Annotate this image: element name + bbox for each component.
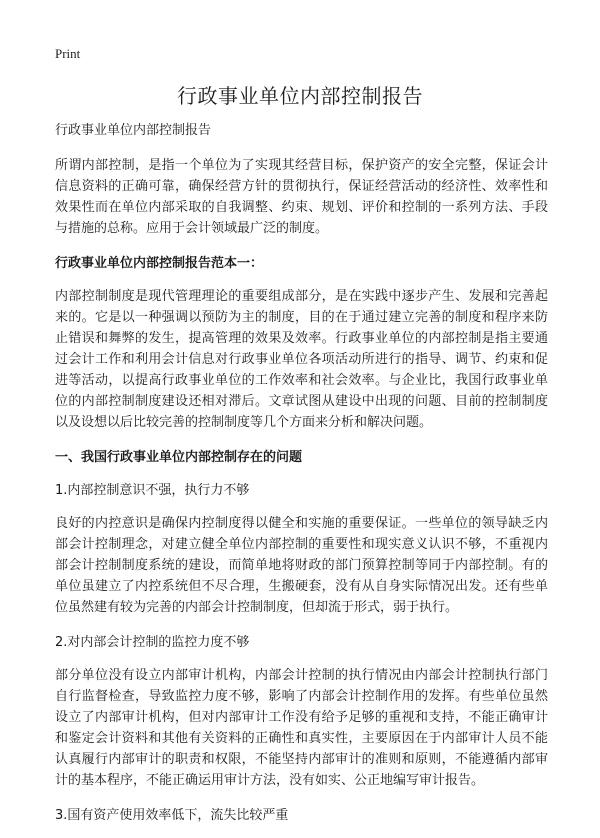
section-1-heading: 一、我国行政事业单位内部控制存在的问题 [55,450,303,465]
document-subtitle: 行政事业单位内部控制报告 [55,123,212,138]
sample-heading: 行政事业单位内部控制报告范本一： [55,256,264,271]
print-link[interactable]: Print [55,46,81,61]
item-2-paragraph: 部分单位没有设立内部审计机构，内部会计控制的执行情况由内部会计控制执行部门自行监督检查，导致监控力度不够，影响了内部会计控制作用的发挥。有些单位虽然设立了内部审计机构，但对内部审计工作没有给予足够的重视和支持，不能正确审计和鉴定会计资料和其他有关资料的正确性和真实性，主要原因在于内部审计人员不能认真履行内部审计的职责和权限，不能坚持内部审计的准则和原则，不能遵循内部审计的基本程序，不能正确运用审计方法，没有如实、公正地编写审计报告。 [55,668,548,788]
item-1-heading: 1.内部控制意识不强，执行力不够 [55,483,250,498]
document-body [55,120,548,838]
intro-paragraph: 所谓内部控制，是指一个单位为了实现其经营目标，保护资产的安全完整，保证会计信息资料的正确可靠，确保经营方针的贯彻执行，保证经营活动的经济性、效率性和效果性而在单位内部采取的自我调整、约束、规划、评价和控制的一系列方法、手段与措施的总称。应用于会计领域最广泛的制度。 [55,158,548,236]
document-title: 行政事业单位内部控制报告 [177,84,423,108]
item-1-paragraph: 良好的内控意识是确保内控制度得以健全和实施的重要保证。一些单位的领导缺乏内部会计控制理念，对建立健全单位内部控制的重要性和现实意义认识不够，不重视内部会计控制制度系统的建设，而简单地将财政的部门预算控制等同于内部控制。有的单位虽建立了内控系统但不尽合理，生搬硬套，没有从自身实际情况出发。还有些单位虽然建有较为完善的内部会计控制制度，但却流于形式，弱于执行。 [55,516,548,615]
sample-paragraph: 内部控制制度是现代管理理论的重要组成部分，是在实践中逐步产生、发展和完善起来的。它是以一种强调以预防为主的制度，目的在于通过建立完善的制度和程序来防止错误和舞弊的发生，提高管理的效果及效率。行政事业单位的内部控制是指主要通过会计工作和利用会计信息对行政事业单位各项活动所进行的指导、调节、约束和促进等活动，以提高行政事业单位的工作效率和社会效率。与企业比，我国行政事业单位的内部控制制度建设还相对滞后。文章试图从建设中出现的问题、目前的控制制度以及设想以后比较完善的控制制度等几个方面来分析和解决问题。 [55,289,548,430]
item-3-heading: 3.国有资产使用效率低下，流失比较严重 [55,808,289,823]
item-2-heading: 2.对内部会计控制的监控力度不够 [55,635,250,650]
